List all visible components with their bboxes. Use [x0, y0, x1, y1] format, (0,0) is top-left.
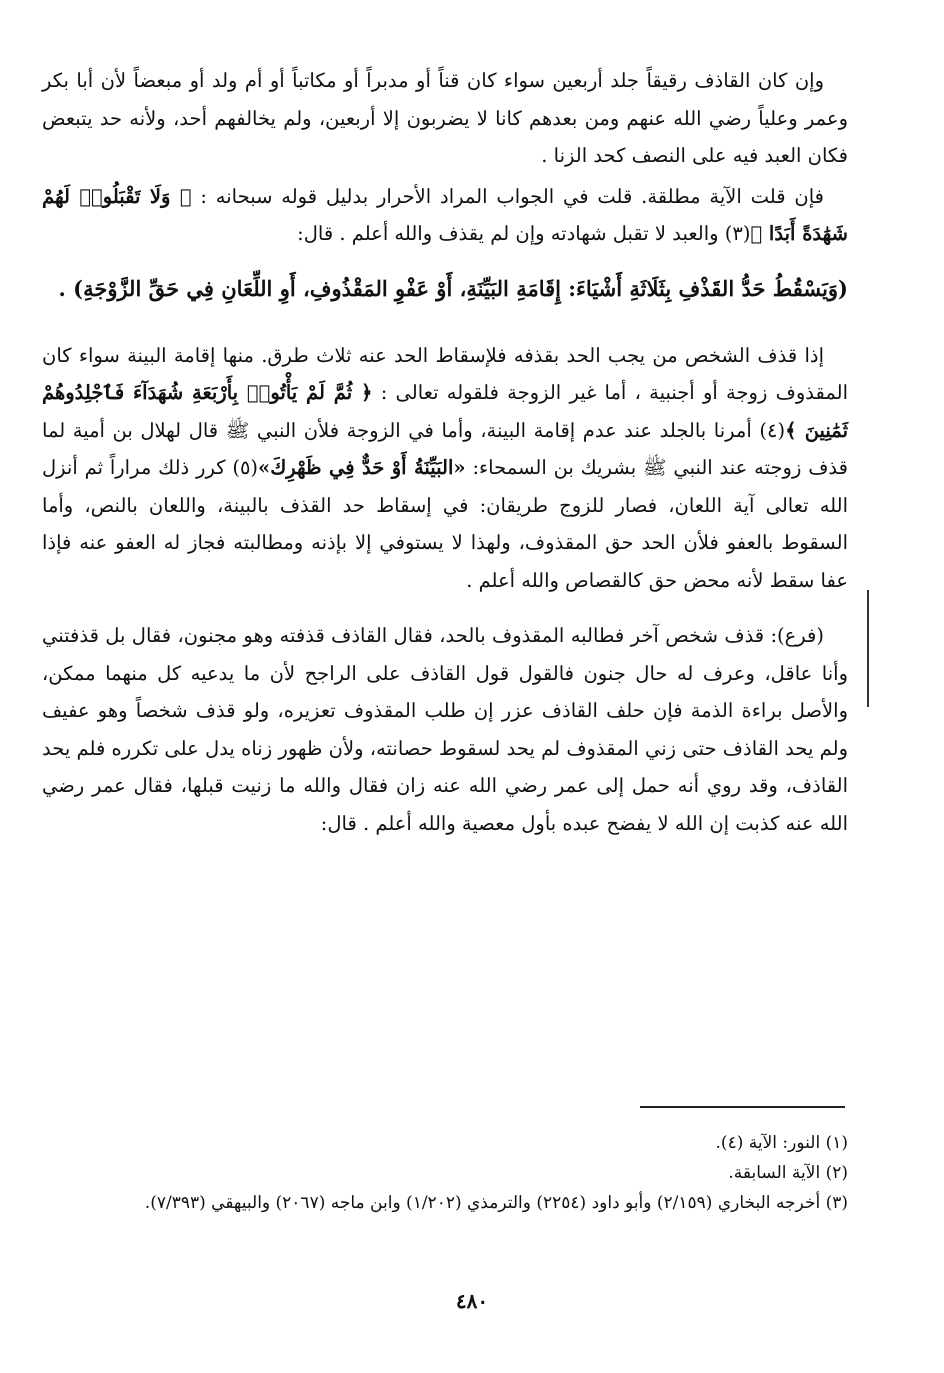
main-text	[42, 62, 848, 842]
paragraph-verse-objection	[42, 178, 848, 253]
page-number: ٤٨٠	[455, 1289, 489, 1313]
footnotes	[42, 1128, 848, 1218]
matn-statement: (وَيَسْقُطُ حَدُّ القَذْفِ بِثَلَاثَةِ أَشْيَاءَ: إِقَامَةِ البَيِّنَةِ، أَوْ عَفْوِ المَقْذُوفِ، أَوِ اللِّعَانِ فِي حَقِّ الزَّوْجَةِ) .	[58, 275, 848, 301]
hadith-quote: «البَيِّنَةُ أَوْ حَدٌّ فِي ظَهْرِكَ»	[258, 456, 466, 479]
paragraph-branch: (فرع): قذف شخص آخر فطالبه المقذوف بالحد، فقال القاذف قذفته وهو مجنون، فقال بل قذفتني وأنا عاقل، وعرف له حال جنون فالقول قول القاذف على الراجح لأن ما يدعيه كل منهما ممكن، والأصل براءة الذمة فإن حلف القاذف عزر إن طلب المقذوف تعزيره، ولو قذف شخصاً وهو عفيف ولم يحد القاذف حتى زني المقذوف لم يحد لسقوط حصانته، ولأن ظهور زناه يدل على تكرره فلم يحد القاذف، وقد روي أنه حمل إلى عمر رضي الله عنه زان فقال والله ما زنيت قبلها، فقال عمر رضي الله عنه كذبت إن الله لا يفضح عبده بأول معصية والله أعلم . قال:	[42, 624, 848, 835]
paragraph-slave-accuser: وإن كان القاذف رقيقاً جلد أربعين سواء كان قناً أو مدبراً أو مكاتباً أو أم ولد أو مبعضاً لأن أبا بكر وعمر وعلياً رضي الله عنهم ومن بعدهم كانا لا يضربون إلا أربعين، ولم يخالفهم أحد، ولأنه حد يتبعض فكان العبد فيه على النصف كحد الزنا .	[42, 69, 848, 167]
three-ways-intro: إذا قذف الشخص من يجب الحد بقذفه فلإسقاط الحد عنه ثلاث طرق. منها إقامة البينة سواء كان المقذوف زوجة أو أجنبية ، أما غير الزوجة فلقوله تعالى :	[42, 343, 849, 404]
footnote-separator	[640, 1106, 845, 1108]
quran-verse-testimony: ﴿ وَلَا تَقْبَلُوا۟ لَهُمْ شَهَٰدَةً أَبَدًا ﴾	[42, 184, 848, 245]
objection-text: فإن قلت الآية مطلقة. قلت في الجواب المراد الأحرار بدليل قوله سبحانه :	[191, 184, 824, 208]
paragraph-three-ways	[42, 337, 848, 600]
footnote-1: (١) النور: الآية (٤).	[715, 1133, 848, 1153]
footnote-2: (٢) الآية السابقة.	[728, 1163, 848, 1183]
three-ways-hadith-intro: (٤) أمرنا بالجلد عند عدم إقامة البينة، وأما في الزوجة فلأن النبي ﷺ قال لهلال بن أمية لما قذف زوجته عند النبي ﷺ بشريك بن السمحاء:	[42, 418, 848, 479]
margin-marker-line	[867, 590, 869, 707]
footnote-3: (٣) أخرجه البخاري (٢/١٥٩) وأبو داود (٢٢٥٤) والترمذي (١/٢٠٢) وابن ماجه (٢٠٦٧) والبيهقي (٧/٣٩٣).	[144, 1193, 848, 1213]
objection-conclusion: (٣) والعبد لا تقبل شهادته وإن لم يقذف والله أعلم . قال:	[297, 222, 751, 245]
three-ways-conclusion: (٥) كرر ذلك مراراً ثم أنزل الله تعالى آية اللعان، فصار للزوج طريقان: في إسقاط حد القذف بالبينة، واللعان بالنص، وأما السقوط بالعفو فلأن الحد حق المقذوف، ولهذا لا يستوفي إلا بإذنه ومطالبته فجاز له العفو عنه فإذا عفا سقط لأنه محض حق كالقصاص والله أعلم .	[42, 456, 848, 592]
quran-verse-four-witnesses: ﴿ ثُمَّ لَمْ يَأْتُوا۟ بِأَرْبَعَةِ شُهَدَآءَ فَٱجْلِدُوهُمْ ثَمَٰنِينَ ﴾	[42, 381, 849, 442]
